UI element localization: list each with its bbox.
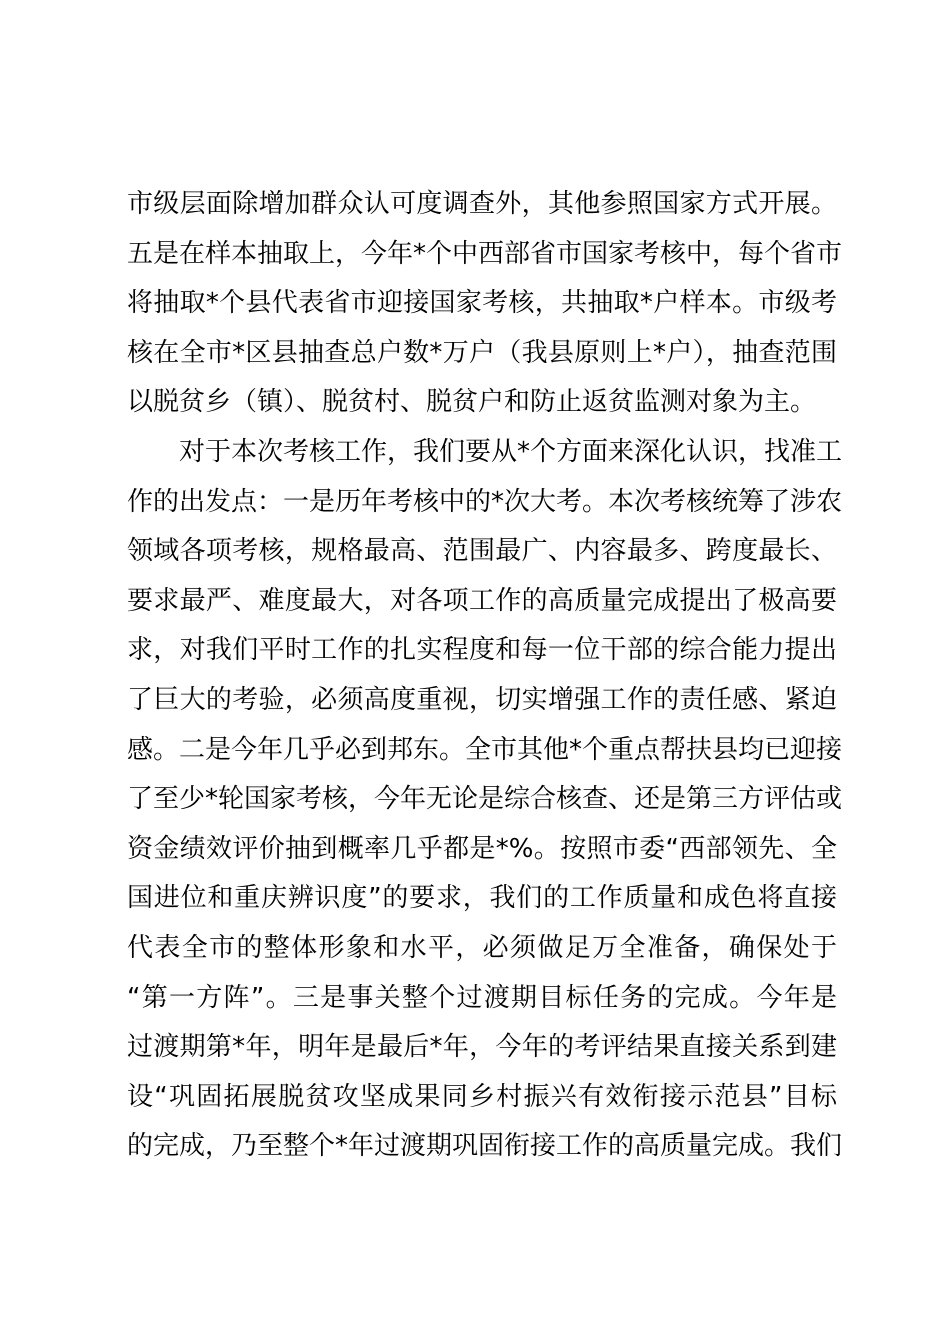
- text-line: 感。二是今年几乎必到邦东。全市其他*个重点帮扶县均已迎接: [127, 734, 843, 765]
- text-line: 了巨大的考验，必须高度重视，切实增强工作的责任感、紧迫: [127, 684, 837, 715]
- text-line: “第一方阵”。三是事关整个过渡期目标任务的完成。今年是: [127, 982, 837, 1013]
- text-line: 要求最严、难度最大，对各项工作的高质量完成提出了极高要: [127, 585, 837, 616]
- text-line: 了至少*轮国家考核，今年无论是综合核查、还是第三方评估或: [127, 784, 843, 815]
- text-line: 资金绩效评价抽到概率几乎都是*%。按照市委“西部领先、全: [127, 833, 837, 864]
- text-line: 以脱贫乡（镇）、脱贫村、脱贫户和防止返贫监测对象为主。: [127, 387, 817, 418]
- text-line: 过渡期第*年，明年是最后*年，今年的考评结果直接关系到建: [127, 1032, 837, 1063]
- text-line: 国进位和重庆辨识度”的要求，我们的工作质量和成色将直接: [127, 883, 837, 914]
- text-line: 代表全市的整体形象和水平，必须做足万全准备，确保处于: [127, 932, 837, 963]
- text-line: 设“巩固拓展脱贫攻坚成果同乡村振兴有效衔接示范县”目标: [127, 1081, 837, 1112]
- body-text: [127, 180, 843, 1172]
- text-line: 求，对我们平时工作的扎实程度和每一位干部的综合能力提出: [127, 635, 837, 666]
- text-line: 市级层面除增加群众认可度调查外，其他参照国家方式开展。: [127, 189, 837, 219]
- text-line: 作的出发点：一是历年考核中的*次大考。本次考核统筹了涉农: [127, 486, 843, 517]
- text-line: 的完成，乃至整个*年过渡期巩固衔接工作的高质量完成。我们: [127, 1131, 843, 1162]
- text-line: 将抽取*个县代表省市迎接国家考核，共抽取*户样本。市级考: [127, 288, 837, 319]
- text-line: 核在全市*区县抽查总户数*万户（我县原则上*户），抽查范围: [127, 337, 837, 368]
- text-line: 领域各项考核，规格最高、范围最广、内容最多、跨度最长、: [127, 536, 837, 567]
- text-line: 五是在样本抽取上，今年*个中西部省市国家考核中，每个省市: [127, 238, 843, 269]
- paragraph-start-line: 对于本次考核工作，我们要从*个方面来深化认识，找准工: [179, 436, 843, 467]
